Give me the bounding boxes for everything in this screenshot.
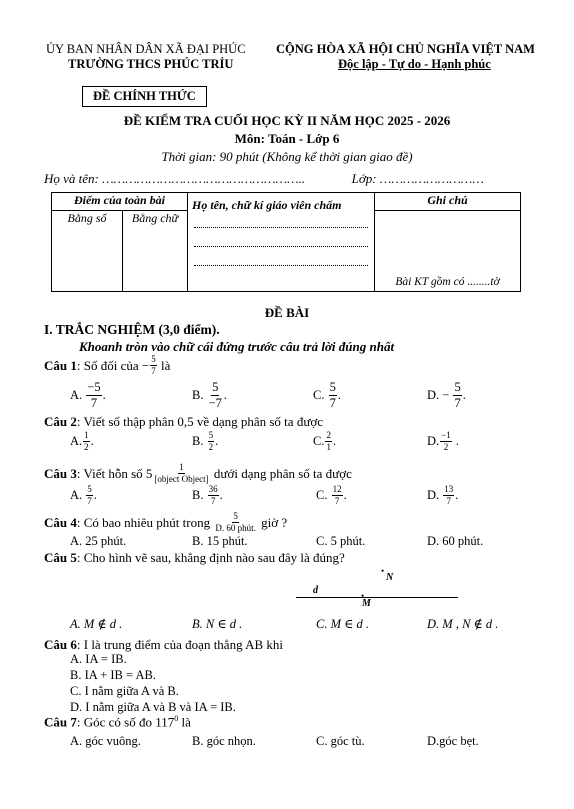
q1-option-b[interactable]: B. $\frac{5}{-7}$ . [192, 380, 228, 410]
question-5 [44, 550, 345, 566]
official-box: ĐỀ CHÍNH THỨC [82, 86, 207, 107]
q1-option-d[interactable]: D. − $\frac{5}{7}$ . [427, 380, 466, 410]
question-3 [44, 463, 352, 484]
words-cell [123, 211, 188, 292]
teacher-cell [188, 193, 375, 292]
q7-option-c[interactable]: C. góc tù. [316, 734, 365, 748]
q3-label: Câu 3 [44, 465, 77, 481]
q5-label: Câu 5 [44, 550, 77, 565]
question-6 [44, 637, 283, 653]
q1-a-num: −5 [87, 380, 101, 394]
q7-text: : Góc có số đo 117 [76, 714, 175, 730]
q4-num: 5 [233, 511, 238, 521]
q7-sup: 0 [174, 714, 179, 723]
header-right-line1: CỘNG HÒA XÃ HỘI CHỦ NGHĨA VIỆT NAM [276, 42, 535, 56]
q5-option-c[interactable]: C. M ∈ d . [316, 617, 370, 631]
q3-a-key: A. [70, 488, 83, 502]
q4-tail: giờ ? [261, 514, 288, 530]
q4-text: : Có bao nhiêu phút trong [76, 514, 211, 530]
q1-sign: − [141, 357, 150, 373]
q1-text: : Số đối của [76, 357, 139, 373]
q5-option-a[interactable]: A. M ∉ d . [70, 617, 123, 631]
q2-d-num: −1 [441, 430, 451, 440]
q3-option-b[interactable]: B. $\frac{36}{7}$ . [192, 484, 223, 506]
student-line [44, 171, 484, 187]
q6-option-b[interactable]: B. IA + IB = AB. [70, 668, 156, 682]
exam-time: Thời gian: 90 phút (Không kể thời gian giao đề) [161, 149, 413, 164]
q7-tail: là [178, 714, 191, 730]
exam-subject: Môn: Toán - Lớp 6 [234, 131, 340, 146]
q2-b-den: 2 [208, 442, 214, 452]
q7-option-b[interactable]: B. góc nhọn. [192, 734, 256, 748]
q3-den: [object Object] [154, 474, 209, 484]
section-heading: ĐỀ BÀI [264, 305, 310, 320]
q3-option-c[interactable]: C. $\frac{12}{7}$ . [316, 484, 347, 506]
class-label: Lớp: [351, 171, 377, 186]
q2-d-den: 2 [443, 442, 449, 452]
q1-frac-num: 5 [151, 354, 156, 364]
q1-b-den: −7 [208, 395, 222, 410]
q4-option-d[interactable]: D. 60 phút. [427, 534, 484, 548]
note-text: Bài KT gồm có ........tờ [395, 276, 500, 288]
teacher-dots-1[interactable] [194, 227, 368, 228]
note-cell [375, 211, 521, 292]
q3-tail: dưới dạng phân số ta được [213, 465, 352, 481]
q2-label: Câu 2 [44, 414, 77, 429]
q1-a-den: 7 [90, 395, 98, 410]
q3-b-den: 7 [210, 496, 216, 506]
q2-option-b[interactable]: B. $\frac{5}{2}$ . [192, 430, 219, 452]
q4-option-c[interactable]: C. 5 phút. [316, 534, 366, 548]
question-2 [44, 414, 323, 430]
digits-header: Bằng số [67, 211, 107, 225]
exam-title: ĐỀ KIỂM TRA CUỐI HỌC KỲ II NĂM HỌC 2025 - 2026 [123, 113, 451, 128]
q2-b-key: B. [192, 434, 204, 448]
q1-b-num: 5 [212, 380, 219, 394]
q1-a-key: A. [70, 387, 83, 402]
q6-option-d[interactable]: D. I nằm giữa A và B và IA = IB. [70, 700, 236, 714]
q1-c-den: 7 [329, 395, 336, 410]
words-header: Bằng chữ [131, 211, 179, 225]
digits-cell [52, 211, 123, 292]
q6-option-a[interactable]: A. IA = IB. [70, 652, 127, 666]
q2-option-a[interactable]: A. $\frac{1}{2}$ . [70, 430, 94, 452]
q1-tail: là [160, 357, 171, 373]
q3-c-key: C. [316, 488, 328, 502]
q2-a-num: 1 [84, 430, 89, 440]
q4-den: D. 60 phút. [215, 523, 256, 533]
q4-option-b[interactable]: B. 15 phút. [192, 534, 248, 548]
q3-c-den: 7 [334, 496, 340, 506]
fig-point-m-dot: • [361, 591, 365, 601]
q2-c-num: 2 [326, 430, 331, 440]
q2-c-key: C. [313, 434, 325, 448]
q1-d-den: 7 [454, 395, 461, 410]
q6-text: : I là trung điểm của đoạn thẳng AB khi [76, 637, 284, 652]
header-right-line2: Độc lập - Tự do - Hạnh phúc [338, 57, 491, 71]
q1-option-c[interactable]: C. $\frac{5}{7}$ . [313, 380, 341, 410]
q3-text: : Viết hỗn số [76, 465, 143, 481]
q6-label: Câu 6 [44, 637, 77, 652]
q3-c-num: 12 [332, 484, 342, 494]
score-table [51, 192, 521, 292]
teacher-header: Họ tên, chữ kí giáo viên chấm [192, 198, 342, 212]
q5-text: : Cho hình vẽ sau, khẳng định nào sau đây là đúng? [76, 550, 345, 565]
question-7 [44, 714, 191, 730]
q2-d-key: D. [427, 434, 440, 448]
header-left-line2: TRƯỜNG THCS PHÚC TRỈU [68, 57, 234, 71]
q3-d-key: D. [427, 488, 440, 502]
q1-d-num: 5 [454, 380, 461, 394]
q2-b-num: 5 [208, 430, 214, 440]
q1-label: Câu 1 [44, 357, 77, 373]
score-header: Điểm của toàn bài [52, 193, 188, 211]
fig-point-n-dot: • [381, 566, 385, 576]
q1-c-num: 5 [329, 380, 336, 394]
q6-option-c[interactable]: C. I nằm giữa A và B. [70, 684, 179, 698]
q1-b-key: B. [192, 387, 204, 402]
q3-num: 1 [179, 462, 184, 472]
q2-option-c[interactable]: C. $\frac{2}{1}$ . [313, 430, 337, 452]
q3-a-num: 5 [87, 484, 92, 494]
q1-d-sign: − [442, 387, 450, 402]
q7-option-a[interactable]: A. góc vuông. [70, 734, 141, 748]
fig-point-n: N [386, 572, 394, 583]
q2-text: : Viết số thập phân 0,5 về dạng phân số ta được [76, 414, 324, 429]
teacher-dots-2[interactable] [194, 246, 368, 247]
q1-c-key: C. [313, 387, 325, 402]
header-left-line1: ỦY BAN NHÂN DÂN XÃ ĐẠI PHÚC [46, 42, 246, 56]
q1-option-a[interactable]: A. $\frac{-5}{7}$ . [70, 380, 106, 410]
part1-heading: I. TRẮC NGHIỆM (3,0 điểm). [44, 322, 220, 337]
q2-a-key: A. [70, 434, 83, 448]
q3-a-den: 7 [87, 496, 92, 506]
q3-b-key: B. [192, 488, 204, 502]
fig-line-label: d [313, 585, 318, 596]
q4-label: Câu 4 [44, 514, 77, 530]
q2-c-den: 1 [326, 442, 331, 452]
note-header: Ghi chú [375, 193, 521, 211]
q7-option-d[interactable]: D.góc bẹt. [427, 734, 479, 748]
q1-frac-den: 7 [151, 366, 156, 376]
q7-label: Câu 7 [44, 714, 77, 730]
instruction: Khoanh tròn vào chữ cái đứng trước câu trả lời đúng nhất [79, 339, 395, 354]
q4-option-a[interactable]: A. 25 phút. [70, 534, 127, 548]
q1-d-key: D. [427, 387, 440, 402]
q3-d-num: 13 [444, 484, 454, 494]
class-dots[interactable]: ……………………… [379, 171, 484, 186]
q2-a-den: 2 [84, 442, 89, 452]
q3-option-a[interactable]: A. $\frac{5}{7}$ . [70, 484, 97, 506]
q2-option-d[interactable]: D. $\frac{-1}{2}$ . [427, 430, 459, 452]
question-1 [44, 355, 170, 376]
fig-point-m: M [362, 598, 371, 609]
fig-line-d [296, 597, 458, 598]
teacher-dots-3[interactable] [194, 265, 368, 266]
q5-option-d[interactable]: D. M , N ∉ d . [427, 617, 499, 631]
name-label: Họ và tên: [44, 171, 99, 186]
q3-option-d[interactable]: D. $\frac{13}{7}$ . [427, 484, 459, 506]
q3-d-den: 7 [446, 496, 452, 506]
question-4 [44, 512, 287, 533]
q3-b-num: 36 [208, 484, 218, 494]
q5-option-b[interactable]: B. N ∈ d . [192, 617, 243, 631]
name-dots[interactable]: …………………………………………….. [102, 171, 306, 186]
q3-whole: 5 [145, 465, 153, 481]
